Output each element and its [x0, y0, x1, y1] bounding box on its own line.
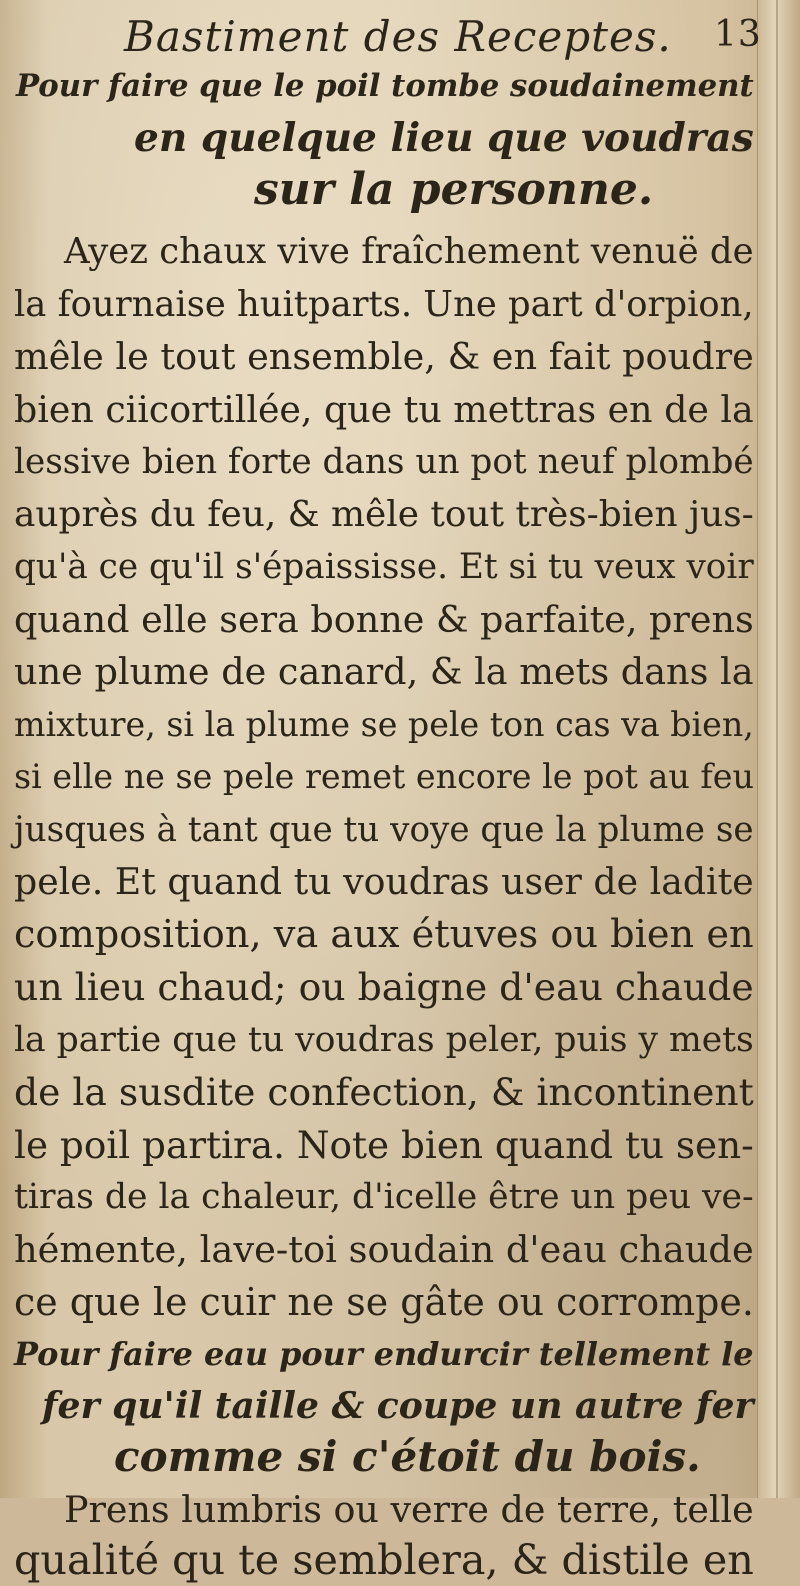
recipe-title [14, 60, 756, 216]
text-line: la partie que tu voudras peler, puis y mets [14, 1019, 754, 1060]
text-line: qualité qu te semblera, & distile en [14, 1535, 754, 1584]
text-line: hémente, lave-toi soudain d'eau chaude [14, 1227, 754, 1271]
recipe-title-line: sur la personne. [254, 164, 654, 215]
text-line: si elle ne se pele remet encore le pot au feu [14, 757, 754, 796]
text-line: un lieu chaud; ou baigne d'eau chaude [14, 965, 754, 1009]
text-line: le poil partira. Note bien quand tu sen- [14, 1122, 754, 1167]
recipe-title-line: Pour faire que le poil tombe soudainement [16, 68, 754, 104]
text-line: une plume de canard, & la mets dans la [14, 650, 754, 693]
text-line: auprès du feu, & mêle tout très-bien jus- [14, 493, 754, 535]
page-edge-line [776, 0, 778, 1498]
text-line: qu'à ce qu'il s'épaississe. Et si tu veux voir [14, 547, 754, 587]
text-line: quand elle sera bonne & parfaite, prens [14, 597, 754, 641]
recipe-title [14, 1329, 756, 1482]
page-header [14, 10, 762, 61]
recipe-body [14, 1484, 756, 1586]
text-line: bien ciicortillée, que tu mettras en de la [14, 387, 754, 431]
recipe-body [14, 226, 756, 1329]
page-number: 13 [714, 14, 762, 55]
recipe-title-line: Pour faire eau pour endurcir tellement le [14, 1334, 754, 1373]
text-line: mixture, si la plume se pele ton cas va bien, [14, 704, 754, 744]
text-line: composition, va aux étuves ou bien en [14, 911, 754, 957]
text-line: lessive bien forte dans un pot neuf plombé [14, 442, 754, 482]
text-line: Prens lumbris ou verre de terre, telle [64, 1487, 754, 1531]
text-line: tiras de la chaleur, d'icelle être un peu ve- [14, 1177, 754, 1217]
text-line: mêle le tout ensemble, & en fait poudre [14, 335, 754, 378]
text-line: ce que le cuir ne se gâte ou corrompe. [14, 1280, 754, 1324]
page-edge [757, 0, 800, 1498]
text-line: jusques à tant que tu voye que la plume se [14, 809, 754, 850]
recipe-title-line: en quelque lieu que voudras [134, 115, 754, 161]
recipe-title-line: comme si c'étoit du bois. [114, 1431, 701, 1481]
text-line: Ayez chaux vive fraîchement venuë de [64, 231, 754, 272]
recipe-title-line: fer qu'il taille & coupe un autre fer [42, 1383, 754, 1427]
text-line: pele. Et quand tu voudras user de ladite [14, 860, 754, 903]
text-line: de la susdite confection, & incontinent [14, 1070, 754, 1114]
running-title: Bastiment des Receptes. [124, 12, 672, 61]
text-line: la fournaise huitparts. Une part d'orpion, [14, 283, 754, 325]
